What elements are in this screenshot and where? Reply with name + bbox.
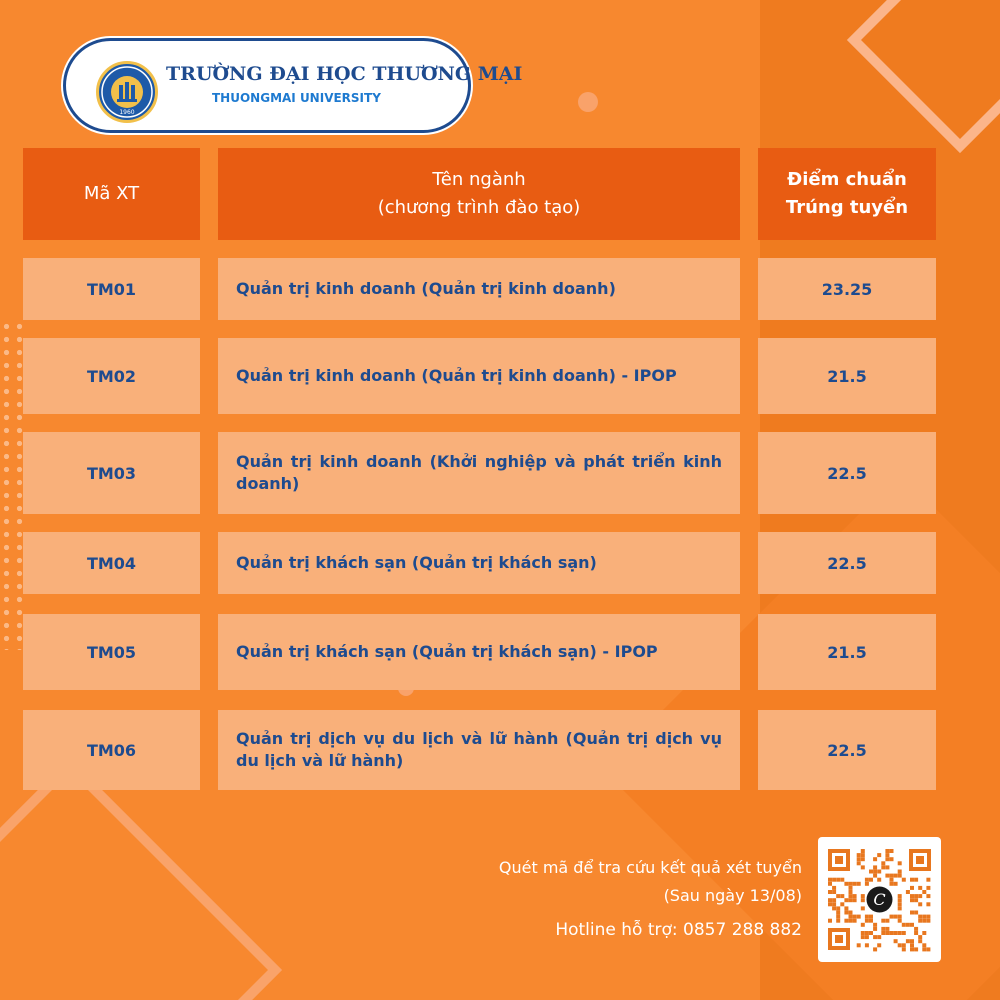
qr-module [922,943,926,947]
qr-module [853,915,857,919]
qr-module [869,870,873,874]
qr-module [890,931,894,935]
table-row-major: Quản trị kinh doanh (Quản trị kinh doanh) - IPOP [218,338,740,414]
table-row-code: TM04 [23,532,200,594]
qr-module [849,886,853,890]
table-row-score: 21.5 [758,338,936,414]
qr-module [865,935,869,939]
qr-module [890,882,894,886]
qr-module [828,890,832,894]
qr-module [865,878,869,882]
qr-module [926,919,930,923]
qr-module [922,915,926,919]
qr-module [885,931,889,935]
qr-module [881,931,885,935]
qr-module [914,931,918,935]
qr-module [857,943,861,947]
qr-module [890,857,894,861]
qr-module [861,931,865,935]
hotline-text: Hotline hỗ trợ: 0857 288 882 [555,920,802,940]
table-row-code: TM05 [23,614,200,690]
background-diamond-outline [0,758,282,1000]
qr-module [885,927,889,931]
qr-module [918,886,922,890]
qr-module [853,894,857,898]
table-row-code: TM06 [23,710,200,790]
qr-module [918,915,922,919]
qr-module [861,898,865,902]
table-row-major: Quản trị khách sạn (Quản trị khách sạn) [218,532,740,594]
header-major-line2: (chương trình đào tạo) [377,197,581,218]
qr-module [836,906,840,910]
qr-module [902,878,906,882]
table-row-score: 22.5 [758,432,936,514]
qr-module [869,919,873,923]
qr-module [914,927,918,931]
qr-module [844,906,848,910]
qr-module [926,878,930,882]
qr-module [861,857,865,861]
qr-module [885,865,889,869]
qr-module [910,878,914,882]
qr-module [873,947,877,951]
table-row-score: 22.5 [758,710,936,790]
university-name-en: THUONGMAI UNIVERSITY [212,91,381,105]
qr-module [832,886,836,890]
qr-module [857,915,861,919]
qr-module [898,943,902,947]
qr-module [865,919,869,923]
qr-module [898,861,902,865]
qr-module [910,898,914,902]
qr-module [853,919,857,923]
qr-module [877,935,881,939]
qr-module [918,939,922,943]
qr-module [906,890,910,894]
qr-module [885,919,889,923]
header-code-label: Mã XT [83,183,140,204]
qr-module [922,931,926,935]
qr-module [828,878,832,882]
qr-module [894,939,898,943]
qr-module [828,902,832,906]
university-logo-banner [63,38,523,133]
qr-module [857,882,861,886]
qr-module [849,894,853,898]
qr-module [853,882,857,886]
qr-module [885,849,889,853]
qr-module [910,886,914,890]
qr-module [902,923,906,927]
qr-module [885,874,889,878]
table-row-code: TM03 [23,432,200,514]
qr-module [849,911,853,915]
qr-module [865,943,869,947]
qr-code-icon [818,837,941,962]
qr-module [910,939,914,943]
qr-module [918,902,922,906]
qr-module [881,861,885,865]
qr-module [902,943,906,947]
qr-module [894,931,898,935]
qr-module [914,898,918,902]
qr-module [877,870,881,874]
qr-module [873,927,877,931]
qr-module [881,919,885,923]
table-row-score: 22.5 [758,532,936,594]
qr-module [849,898,853,902]
qr-module [922,890,926,894]
qr-module [902,931,906,935]
qr-module [832,890,836,894]
qr-module [898,874,902,878]
qr-module [877,943,881,947]
qr-module [861,923,865,927]
qr-module [828,898,832,902]
scan-instruction-text: Quét mã để tra cứu kết quả xét tuyển [498,858,802,877]
qr-module [898,870,902,874]
qr-module [869,931,873,935]
qr-module [898,931,902,935]
qr-module [873,865,877,869]
qr-module [873,923,877,927]
qr-module [926,947,930,951]
qr-module [898,919,902,923]
qr-module [869,878,873,882]
qr-module [906,939,910,943]
qr-module [926,902,930,906]
qr-module [898,906,902,910]
qr-module [877,878,881,882]
qr-module [857,857,861,861]
qr-module [873,935,877,939]
qr-module [832,902,836,906]
qr-module [910,923,914,927]
qr-module [910,911,914,915]
header-major [218,148,740,240]
university-name-vi: TRƯỜNG ĐẠI HỌC THƯƠNG MẠI [166,63,523,85]
qr-module [914,878,918,882]
table-row-score: 23.25 [758,258,936,320]
qr-module [849,890,853,894]
qr-module [890,849,894,853]
table-row-major: Quản trị kinh doanh (Khởi nghiệp và phát triển kinh doanh) [218,432,740,514]
header-score [758,148,936,240]
date-note-text: (Sau ngày 13/08) [663,886,802,905]
qr-module [865,931,869,935]
qr-module [894,915,898,919]
qr-module [857,853,861,857]
qr-module [861,935,865,939]
table-row-code: TM01 [23,258,200,320]
qr-module [894,874,898,878]
qr-module [877,853,881,857]
qr-code[interactable] [818,837,941,962]
header-score-line2: Trúng tuyển [785,197,909,218]
qr-module [918,919,922,923]
qr-module [894,882,898,886]
qr-module [836,911,840,915]
background-circle [578,92,598,112]
qr-module [898,902,902,906]
qr-module [918,935,922,939]
qr-module [836,919,840,923]
qr-module [836,878,840,882]
qr-module [861,906,865,910]
qr-module [902,947,906,951]
university-seal-icon [96,61,158,123]
qr-module [869,915,873,919]
qr-module [890,874,894,878]
qr-module [898,894,902,898]
qr-module [849,915,853,919]
qr-module [832,906,836,910]
qr-module [865,882,869,886]
qr-module [910,894,914,898]
qr-module [906,923,910,927]
qr-module [881,927,885,931]
qr-module [828,882,832,886]
qr-module [832,898,836,902]
qr-module [861,853,865,857]
qr-module [873,870,877,874]
qr-module [914,947,918,951]
qr-module [926,894,930,898]
header-major-line1: Tên ngành [432,169,526,190]
qr-module [844,898,848,902]
qr-module [873,857,877,861]
qr-module [836,894,840,898]
qr-module [832,878,836,882]
qr-module [861,894,865,898]
qr-module [849,919,853,923]
qr-module [890,878,894,882]
table-row-major: Quản trị dịch vụ du lịch và lữ hành (Quản trị dịch vụ du lịch và lữ hành) [218,710,740,790]
qr-module [840,894,844,898]
header-code [23,148,200,240]
qr-module [885,853,889,857]
qr-module [926,886,930,890]
qr-module [922,919,926,923]
seal-year-text: 1960 [119,109,135,116]
table-row-major: Quản trị khách sạn (Quản trị khách sạn) - IPOP [218,614,740,690]
qr-module [861,849,865,853]
qr-module [898,898,902,902]
qr-module [844,911,848,915]
qr-module [918,894,922,898]
qr-module [898,915,902,919]
qr-module [836,915,840,919]
qr-module [873,874,877,878]
qr-module [926,915,930,919]
qr-module [844,882,848,886]
qr-module [890,915,894,919]
qr-center-letter: C [873,890,886,909]
table-row-major: Quản trị kinh doanh (Quản trị kinh doanh) [218,258,740,320]
qr-module [840,902,844,906]
qr-module [914,911,918,915]
qr-module [914,894,918,898]
qr-module [910,947,914,951]
header-score-line1: Điểm chuẩn [787,169,907,190]
qr-module [853,898,857,902]
table-row-code: TM02 [23,338,200,414]
qr-module [910,943,914,947]
qr-module [861,865,865,869]
qr-module [885,857,889,861]
qr-module [857,861,861,865]
qr-module [828,919,832,923]
qr-module [922,947,926,951]
qr-module [865,915,869,919]
qr-module [840,878,844,882]
qr-module [849,882,853,886]
qr-module [844,919,848,923]
table-row-score: 21.5 [758,614,936,690]
qr-module [881,865,885,869]
